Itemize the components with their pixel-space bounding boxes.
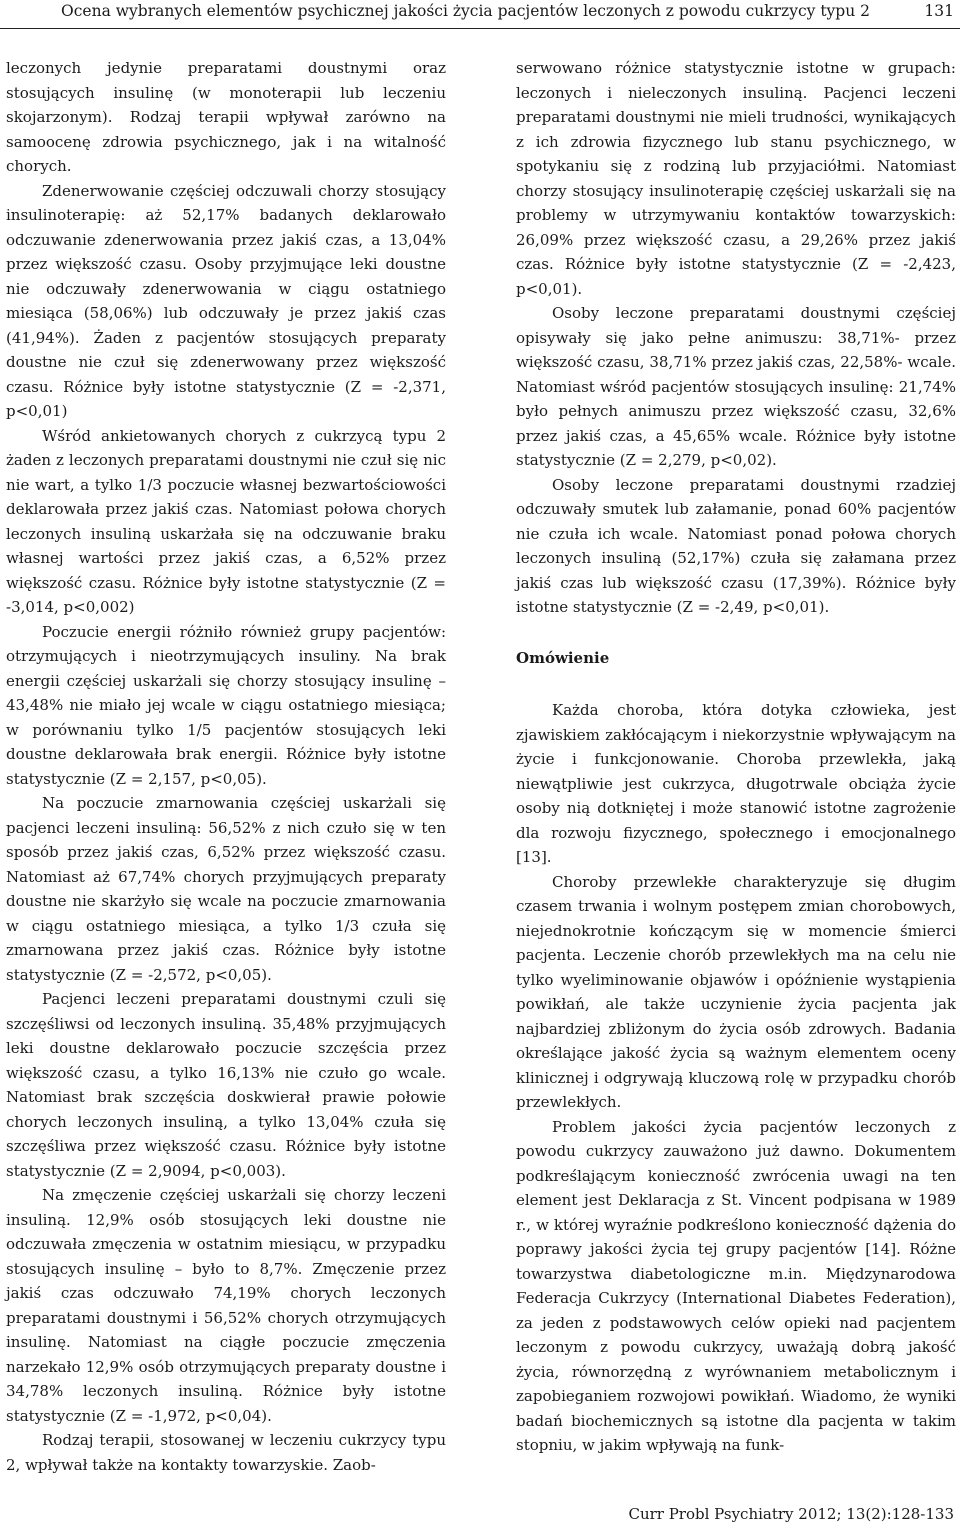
section-heading: Omówienie <box>516 648 610 667</box>
paragraph: Pacjenci leczeni preparatami doustnymi czuli się szczęśliwsi od leczonych insuliną. 35,48% przyjmujących leki doustne deklarowało poczucie szczęścia przez większość czasu, a tylko 16,13% nie czuło go wcale. Natomiast brak szczęścia doskwierał prawie połowie chorych leczonych insuliną, a tylko 13,04% czuła się szczęśliwa przez większość czasu. Różnice były istotne statystycznie (Z = 2,9094, p<0,003). <box>6 990 446 1180</box>
running-title: Ocena wybranych elementów psychicznej jakości życia pacjentów leczonych z powodu cukrzycy typu 2 <box>61 2 870 20</box>
paragraph: Wśród ankietowanych chorych z cukrzycą typu 2 żaden z leczonych preparatami doustnymi nie czuł się nic nie wart, a tylko 1/3 poczucie własnej bezwartościowości deklarowała przez jakiś czas. Natomiast połowa chorych leczonych insuliną uskarżała się na odczuwanie braku własnej wartości przez jakiś czas, a 6,52% przez większość czasu. Różnice były istotne statystycznie (Z = -3,014, p<0,002) <box>6 426 446 616</box>
paragraph: leczonych jedynie preparatami doustnymi oraz stosujących insulinę (w monoterapii lub leczeniu skojarzonym). Rodzaj terapii wpływał zarówno na samoocenę zdrowia psychicznego, jak i na witalność chorych. <box>6 59 446 175</box>
paragraph: Osoby leczone preparatami doustnymi częściej opisywały się jako pełne animuszu: 38,71%- przez większość czasu, 38,71% przez jakiś czas, 22,58%- wcale. Natomiast wśród pacjentów stosujących insulinę: 21,74% było pełnych animuszu przez większość czasu, 32,6% przez jakiś czas, a 45,65% wcale. Różnice były istotne statystycznie (Z = 2,279, p<0,02). <box>516 304 956 469</box>
journal-citation: Curr Probl Psychiatry 2012; 13(2):128-133 <box>628 1505 954 1523</box>
paragraph: Osoby leczone preparatami doustnymi rzadziej odczuwały smutek lub załamanie, ponad 60% pacjentów nie czuła ich wcale. Natomiast ponad połowa chorych leczonych insuliną (52,17%) czuła się załamana przez jakiś czas lub większość czasu (17,39%). Różnice były istotne statystycznie (Z = -2,49, p<0,01). <box>516 475 956 616</box>
paragraph: Poczucie energii różniło również grupy pacjentów: otrzymujących i nieotrzymujących insuliny. Na brak energii częściej uskarżali się chorzy stosujący insulinę – 43,48% nie miało jej wcale w ciągu ostatniego miesiąca; w porównaniu tylko 1/5 pacjentów stosujących leki doustne deklarowała brak energii. Różnice były istotne statystycznie (Z = 2,157, p<0,05). <box>6 622 446 788</box>
paragraph: Każda choroba, która dotyka człowieka, jest zjawiskiem zakłócającym i niekorzystnie wpływającym na życie i funkcjonowanie. Choroba przewlekła, jaką niewątpliwie jest cukrzyca, długotrwale obciąża życie osoby nią dotkniętej i może stanowić istotne zagrożenie dla rozwoju fizycznego, społecznego i emocjonalnego [13]. <box>516 701 956 866</box>
running-header <box>0 0 960 29</box>
left-column <box>6 56 446 1477</box>
paragraph: serwowano różnice statystycznie istotne w grupach: leczonych i nieleczonych insuliną. Pacjenci leczeni preparatami doustnymi nie mieli trudności, wynikających z ich zdrowia fizycznego lub stanu psychicznego, w spotykaniu się z rodziną lub przyjaciółmi. Natomiast chorzy stosujący insulinoterapię częściej uskarżali się na problemy w utrzymywaniu kontaktów towarzyskich: 26,09% przez większość czasu, a 29,26% przez jakiś czas. Różnice były istotne statystycznie (Z = -2,423, p<0,01). <box>516 59 956 298</box>
paragraph: Problem jakości życia pacjentów leczonych z powodu cukrzycy zauważono już dawno. Dokumentem podkreślającym konieczność zwrócenia uwagi na ten element jest Deklaracja z St. Vincent podpisana w 1989 r., w której wyraźnie podkreślono konieczność dążenia do poprawy jakości życia tej grupy pacjentów [14]. Różne towarzystwa diabetologiczne m.in. Międzynarodowa Federacja Cukrzycy (International Diabetes Federation), za jeden z podstawowych celów opieki nad pacjentem leczonym z powodu cukrzycy, uważają dobrą jakość życia, równorzędną z wyrównaniem metabolicznym i zapobieganiem rozwojowi powikłań. Wiadomo, że wyniki badań biochemicznych są istotne dla pacjenta w takim stopniu, w jakim wpływają na funk- <box>516 1117 956 1454</box>
paragraph: Na zmęczenie częściej uskarżali się chorzy leczeni insuliną. 12,9% osób stosujących leki doustne nie odczuwała zmęczenia w ostatnim miesiącu, w przypadku stosujących insulinę – było to 8,7%. Zmęczenie przez jakiś czas odczuwało 74,19% chorych leczonych preparatami doustnymi i 56,52% chorych otrzymujących insulinę. Natomiast na ciągłe poczucie zmęczenia narzekało 12,9% osób otrzymujących preparaty doustne i 34,78% leczonych insuliną. Różnice były istotne statystycznie (Z = -1,972, p<0,04). <box>6 1186 446 1425</box>
paragraph: Zdenerwowanie częściej odczuwali chorzy stosujący insulinoterapię: aż 52,17% badanych deklarowało odczuwanie zdenerwowania przez jakiś czas, a 13,04% przez większość czasu. Osoby przyjmujące leki doustne nie odczuwały zdenerwowania w ciągu ostatniego miesiąca (58,06%) lub odczuwały je przez jakiś czas (41,94%). Żaden z pacjentów stosujących preparaty doustne nie czuł się zdenerwowany przez większość czasu. Różnice były istotne statystycznie (Z = -2,371, p<0,01) <box>6 181 446 420</box>
right-column <box>516 56 956 1458</box>
page-number: 131 <box>924 2 954 20</box>
paragraph: Na poczucie zmarnowania częściej uskarżali się pacjenci leczeni insuliną: 56,52% z nich czuło się w ten sposób przez jakiś czas, 6,52% przez większość czasu. Natomiast aż 67,74% chorych przyjmujących preparaty doustne nie skarżyło się wcale na poczucie zmarnowania w ciągu ostatniego miesiąca, a tylko 1/3 czuła się zmarnowana przez jakiś czas. Różnice były istotne statystycznie (Z = -2,572, p<0,05). <box>6 794 446 984</box>
paragraph: Choroby przewlekłe charakteryzuje się długim czasem trwania i wolnym postępem zmian chorobowych, niejednokrotnie kończącym się w momencie śmierci pacjenta. Leczenie chorób przewlekłych ma na celu nie tylko wyeliminowanie objawów i opóźnienie wystąpienia powikłań, ale także uczynienie życia pacjenta jak najbardziej zbliżonym do życia osób zdrowych. Badania określające jakość życia są ważnym elementem oceny klinicznej i odgrywają kluczową rolę w przypadku chorób przewlekłych. <box>516 872 956 1111</box>
paragraph: Rodzaj terapii, stosowanej w leczeniu cukrzycy typu 2, wpływał także na kontakty towarzyskie. Zaob- <box>6 1431 446 1474</box>
